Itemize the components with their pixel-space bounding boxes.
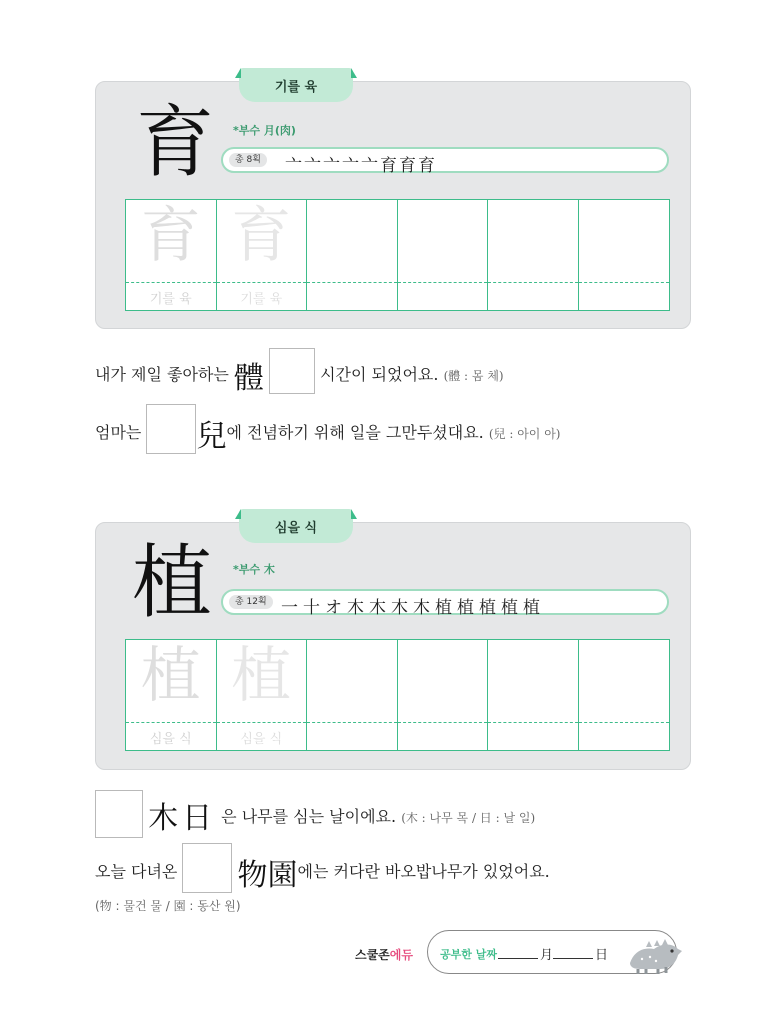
stroke-order-bar [221, 589, 669, 618]
practice-cell-empty[interactable] [398, 640, 489, 750]
trace-hanja: 植 [140, 641, 201, 711]
stroke-step: 植 [523, 598, 545, 618]
trace-hanja: 育 [231, 201, 292, 271]
sentence-2 [95, 404, 560, 458]
stroke-step: 育 [380, 156, 399, 176]
practice-cell-trace[interactable] [217, 640, 308, 750]
hanja-note: (物 : 물건 물 / 園 : 동산 원) [95, 899, 241, 913]
stroke-order-bar [221, 147, 669, 176]
stroke-step: オ [325, 598, 347, 618]
radical-label: *부수 月(肉) [233, 124, 296, 137]
stroke-order-sequence [281, 593, 545, 618]
stroke-step: 植 [501, 598, 523, 618]
hanja-note: (兒 : 아이 아) [488, 427, 561, 441]
practice-cell-empty[interactable] [579, 200, 670, 310]
stroke-count-badge: 총 8획 [229, 153, 267, 167]
practice-cell-trace[interactable] [217, 200, 308, 310]
practice-cell-empty[interactable] [488, 640, 579, 750]
practice-cell-trace[interactable] [126, 640, 217, 750]
stroke-step: 植 [435, 598, 457, 618]
sentence-text: 오늘 다녀온 [95, 862, 183, 881]
practice-cell-empty[interactable] [488, 200, 579, 310]
stroke-step: 木 [369, 598, 391, 618]
radical-label: *부수 木 [233, 563, 275, 576]
month-field [498, 944, 553, 963]
stroke-step: 木 [413, 598, 435, 618]
sentence-hanja: 木日 [148, 801, 217, 836]
writing-practice-grid [125, 199, 670, 311]
stroke-step: 植 [479, 598, 501, 618]
month-unit: 月 [540, 948, 554, 963]
stroke-step: 一 [281, 598, 303, 618]
stroke-step: 育 [418, 156, 437, 176]
study-date-box [427, 930, 677, 974]
day-blank[interactable] [553, 958, 593, 959]
practice-cell-empty[interactable] [398, 200, 489, 310]
month-blank[interactable] [498, 958, 538, 959]
sentence-text: 에는 커다란 바오밥나무가 있었어요. [297, 862, 550, 881]
answer-box[interactable] [95, 790, 143, 838]
stroke-order-sequence [285, 151, 437, 176]
stroke-step: 亠 [361, 156, 380, 176]
logo-accent-text: 에듀 [389, 948, 413, 962]
study-date-label: 공부한 날짜 [440, 948, 497, 961]
trace-meaning: 심을 식 [149, 732, 192, 747]
writing-practice-grid [125, 639, 670, 751]
dinosaur-icon [626, 937, 686, 975]
stroke-step: 亠 [323, 156, 342, 176]
trace-meaning: 기를 육 [240, 292, 283, 307]
stroke-step: 植 [457, 598, 479, 618]
character-panel-sik [95, 522, 691, 770]
sentence-3 [95, 790, 535, 842]
trace-meaning: 기를 육 [149, 292, 192, 307]
stroke-step: 亠 [304, 156, 323, 176]
hanja-note: (木 : 나무 목 / 日 : 날 일) [401, 811, 536, 825]
day-unit: 日 [595, 948, 609, 963]
practice-cell-trace[interactable] [126, 200, 217, 310]
day-field [553, 944, 608, 963]
practice-cell-empty[interactable] [579, 640, 670, 750]
sentence-hanja: 體 [233, 361, 264, 396]
stroke-step: 木 [347, 598, 369, 618]
character-meaning-tab: 심을 식 [239, 509, 353, 543]
sentence-hanja: 物園 [237, 858, 298, 893]
stroke-step: 育 [399, 156, 418, 176]
answer-box[interactable] [182, 843, 232, 893]
sentence-text: 엄마는 [95, 423, 147, 442]
sentence-text: 내가 제일 좋아하는 [95, 365, 234, 384]
brand-logo [355, 946, 413, 963]
stroke-count-badge: 총 12획 [229, 595, 273, 609]
sentence-1 [95, 348, 504, 398]
character-meaning-tab: 기를 육 [239, 68, 353, 102]
answer-box[interactable] [269, 348, 315, 394]
sentence-4 [95, 843, 550, 897]
stroke-step: 亠 [285, 156, 304, 176]
trace-hanja: 育 [140, 201, 201, 271]
sentence-text: 시간이 되었어요. [320, 365, 439, 384]
main-hanja: 植 [132, 536, 212, 629]
character-panel-yuk [95, 81, 691, 329]
main-hanja: 育 [136, 98, 215, 188]
sentence-text: 은 나무를 심는 날이에요. [216, 807, 397, 826]
trace-hanja: 植 [231, 641, 292, 711]
stroke-step: 亠 [342, 156, 361, 176]
stroke-step: 木 [391, 598, 413, 618]
practice-cell-empty[interactable] [307, 640, 398, 750]
practice-cell-empty[interactable] [307, 200, 398, 310]
trace-meaning: 심을 식 [240, 732, 283, 747]
stroke-step: 十 [303, 598, 325, 618]
hanja-note: (體 : 몸 체) [443, 369, 504, 383]
sentence-text: 에 전념하기 위해 일을 그만두셨대요. [226, 423, 484, 442]
logo-main-text: 스쿨존 [355, 948, 390, 962]
answer-box[interactable] [146, 404, 196, 454]
sentence-hanja: 兒 [196, 419, 227, 454]
